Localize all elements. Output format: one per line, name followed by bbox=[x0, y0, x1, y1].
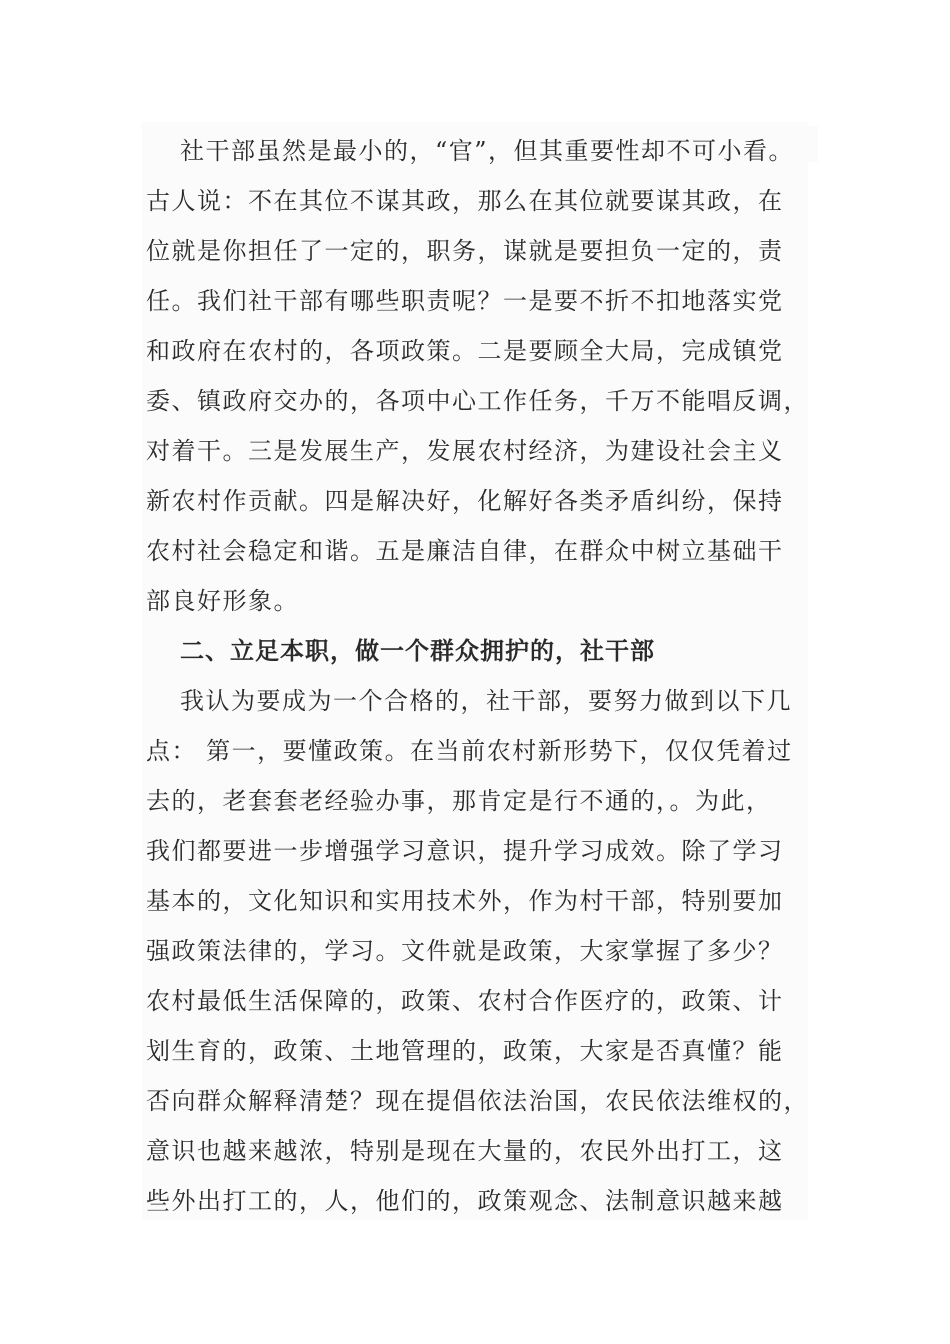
paragraph-2-line: 些外出打工的，人，他们的，政策观念、法制意识越来越 bbox=[146, 1187, 784, 1215]
paragraph-2-line: 强政策法律的，学习。文件就是政策，大家掌握了多少？ bbox=[146, 937, 784, 965]
document-body bbox=[146, 126, 809, 1226]
paragraph-2-line: 基本的，文化知识和实用技术外，作为村干部，特别要加 bbox=[146, 887, 784, 915]
section-heading: 二、立足本职，做一个群众拥护的，社干部 bbox=[180, 636, 655, 665]
paragraph-2-line: 否向群众解释清楚？现在提倡依法治国，农民依法维权的， bbox=[146, 1087, 809, 1115]
paragraph-2-line: 农村最低生活保障的，政策、农村合作医疗的，政策、计 bbox=[146, 987, 784, 1015]
paragraph-2-line: 去的，老套套老经验办事，那肯定是行不通的，。为此， bbox=[146, 787, 772, 815]
paragraph-1-line: 部良好形象。 bbox=[146, 587, 299, 615]
paragraph-1-line: 对着干。三是发展生产，发展农村经济，为建设社会主义 bbox=[146, 437, 784, 465]
paragraph-2-line: 我们都要进一步增强学习意识，提升学习成效。除了学习 bbox=[146, 837, 784, 865]
paragraph-2-line: 点： 第一，要懂政策。在当前农村新形势下，仅仅凭着过 bbox=[146, 737, 793, 765]
paragraph-2-line: 意识也越来越浓，特别是现在大量的，农民外出打工，这 bbox=[146, 1137, 784, 1165]
paragraph-1-line: 位就是你担任了一定的，职务，谋就是要担负一定的，责 bbox=[146, 237, 784, 265]
paragraph-1-line: 新农村作贡献。四是解决好，化解好各类矛盾纠纷，保持 bbox=[146, 487, 784, 515]
paragraph-1-line: 农村社会稳定和谐。五是廉洁自律，在群众中树立基础干 bbox=[146, 537, 784, 565]
paragraph-1-line: 任。我们社干部有哪些职责呢？一是要不折不扣地落实党 bbox=[146, 287, 784, 315]
paragraph-1-line: 委、镇政府交办的，各项中心工作任务，千万不能唱反调， bbox=[146, 387, 809, 415]
paragraph-1-line: 社干部虽然是最小的，“官”，但其重要性却不可小看。 bbox=[180, 137, 795, 165]
paragraph-2-line: 划生育的，政策、土地管理的，政策，大家是否真懂？能 bbox=[146, 1037, 784, 1065]
paragraph-1-line: 古人说：不在其位不谋其政，那么在其位就要谋其政，在 bbox=[146, 187, 784, 215]
paragraph-2-line: 我认为要成为一个合格的，社干部，要努力做到以下几 bbox=[180, 687, 792, 715]
paragraph-1-line: 和政府在农村的，各项政策。二是要顾全大局，完成镇党 bbox=[146, 337, 784, 365]
